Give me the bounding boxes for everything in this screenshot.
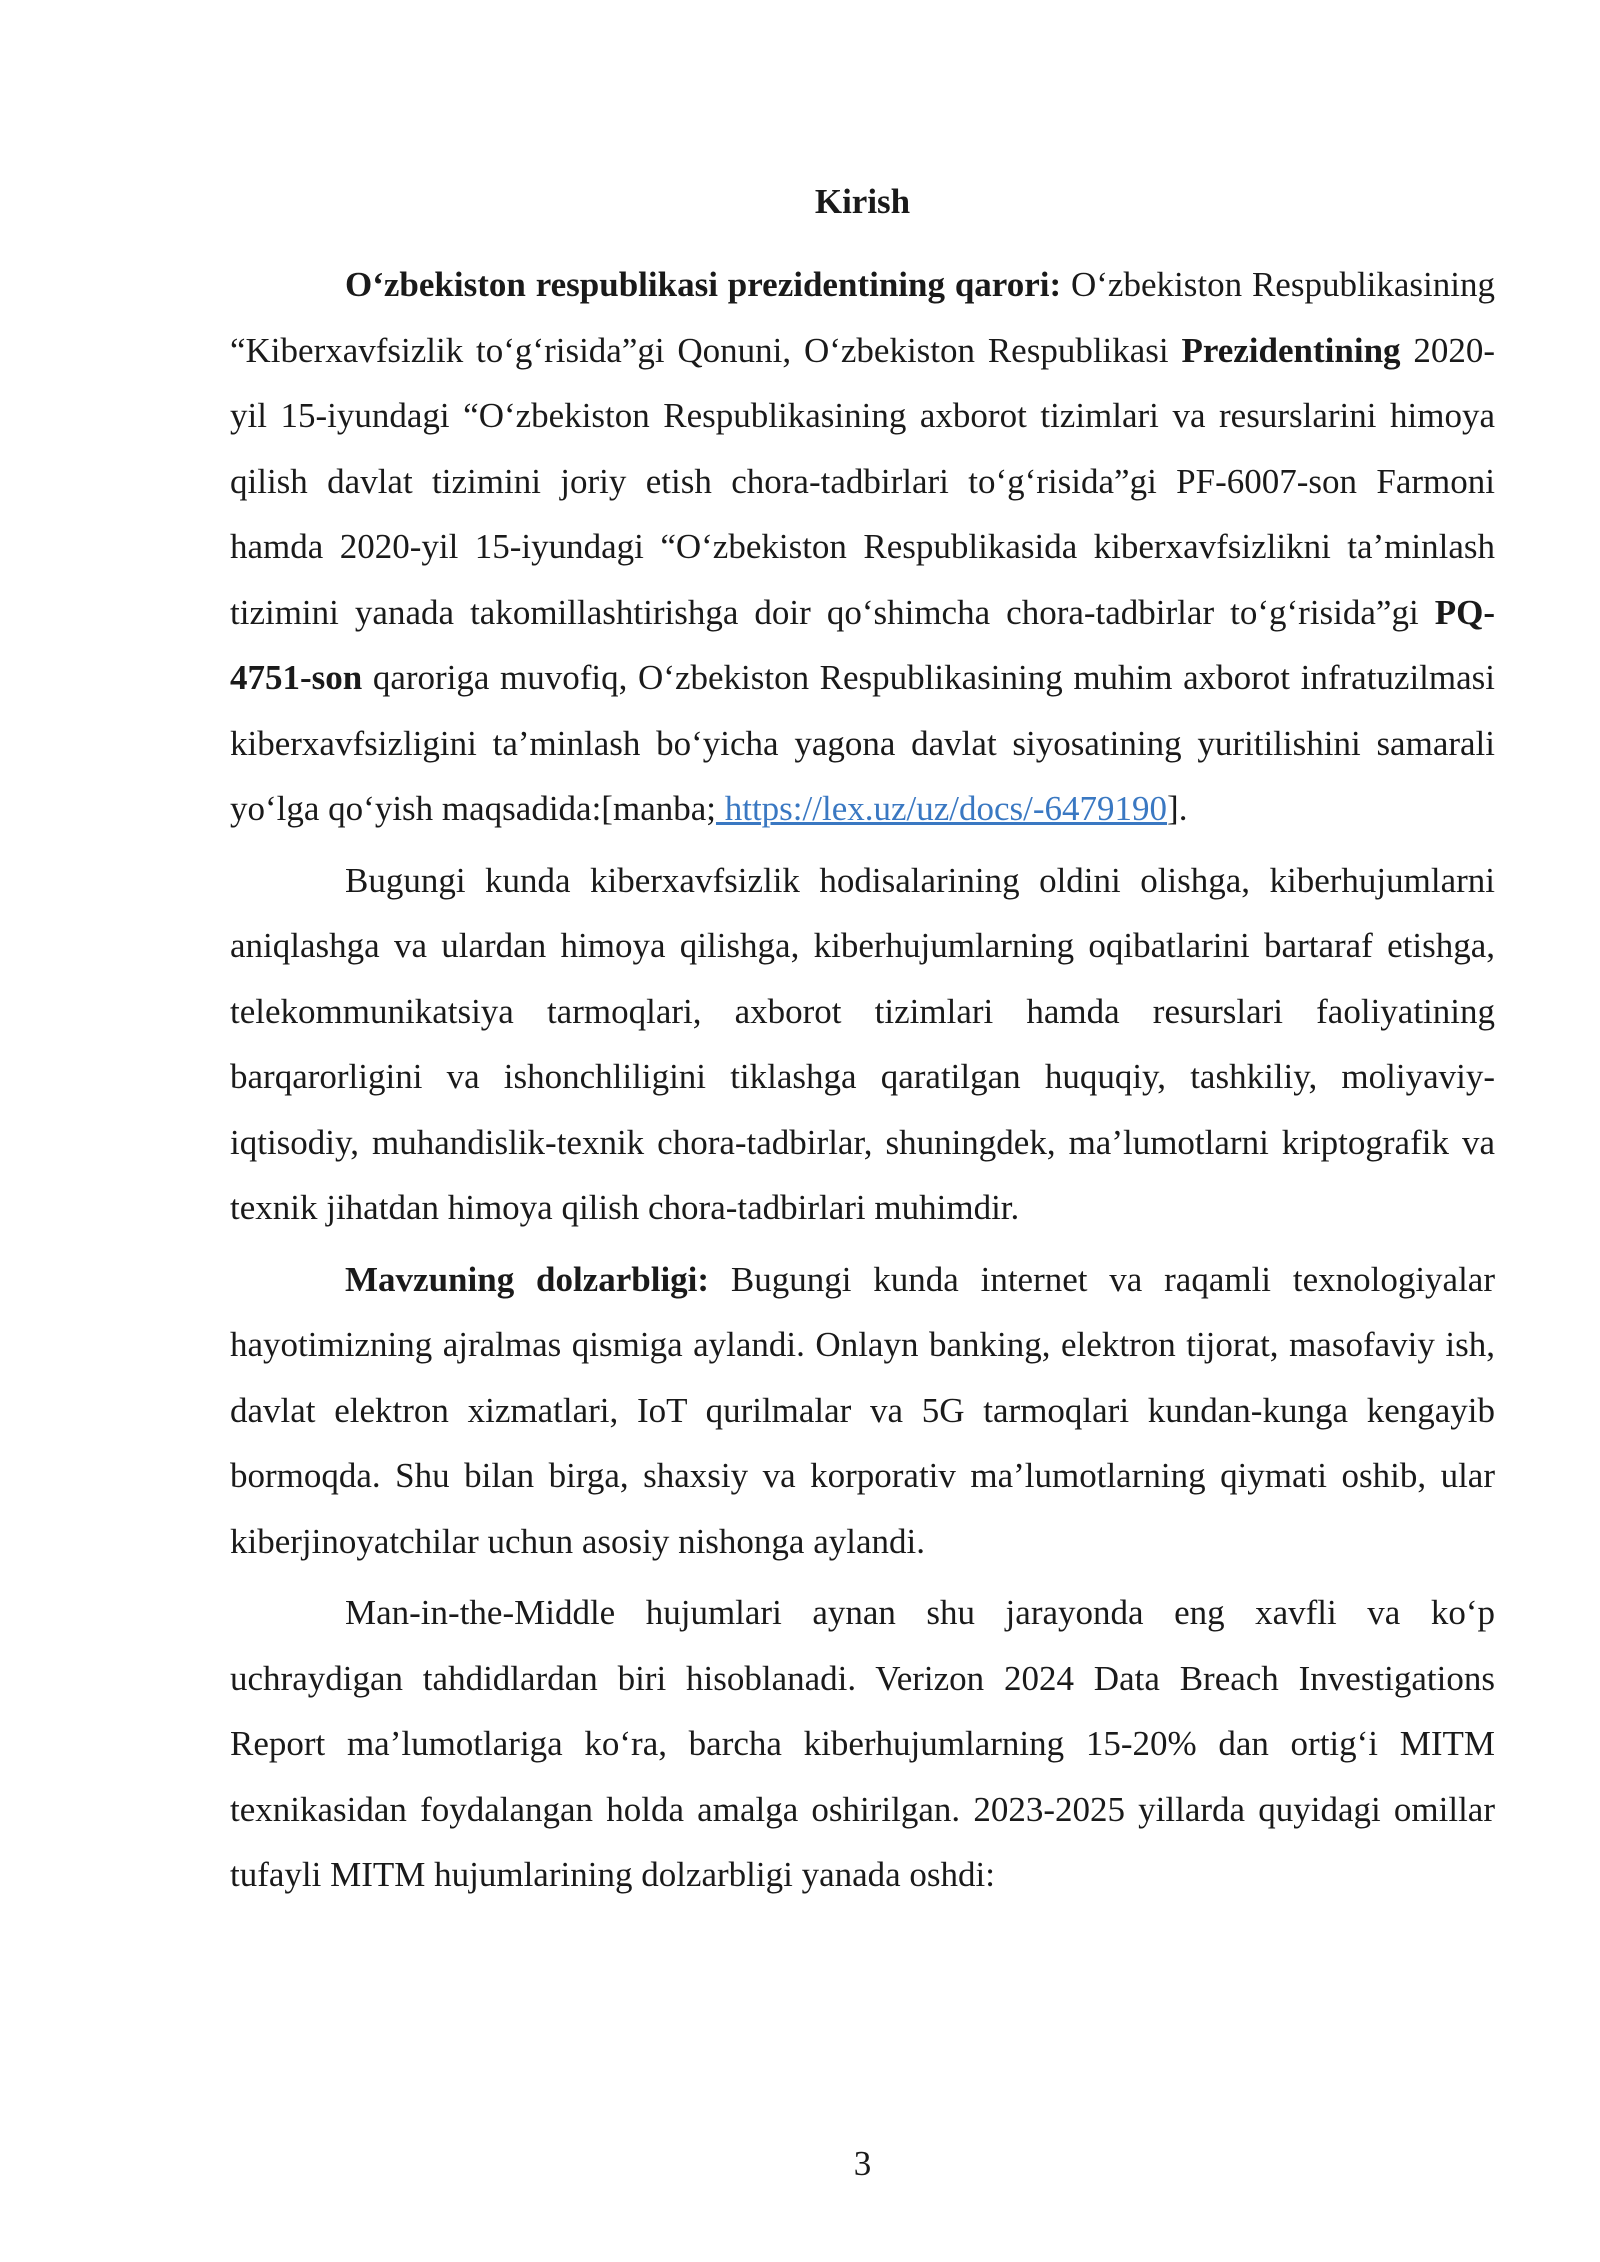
section-heading: Kirish [814,182,911,221]
source-link[interactable]: https://lex.uz/uz/docs/-6479190 [715,789,1168,828]
paragraph-mitm: Man-in-the-Middle hujumlari aynan shu jarayonda eng xavfli va ko‘p uchraydigan tahdidlardan biri hisoblanadi. Verizon 2024 Data Breach Investigations Report ma’lumotlariga ko‘ra, barcha kiberhujumlarning 15-20% dan ortig‘i MITM texnikasidan foydalangan holda amalga oshirilgan. 2023-2025 yillarda quyidagi omillar tufayli MITM hujumlarining dolzarbligi yanada oshdi: [230,1593,1495,1894]
decree-text-a: O‘zbekiston Respublikasining “Kiberxavfsizlik to‘g‘risida”gi Qonuni, O‘zbekiston Respublikasi [230,265,1495,370]
decree-lead: O‘zbekiston respublikasi prezidentining qarori: [345,265,1062,304]
decree-text-f: ]. [1167,789,1188,828]
paragraph-decree [230,252,1495,842]
document-body [230,252,1495,1914]
relevance-text: Bugungi kunda internet va raqamli texnologiyalar hayotimizning ajralmas qismiga aylandi. Onlayn banking, elektron tijorat, masofaviy ish, davlat elektron xizmatlari, IoT qurilmalar va 5G tarmoqlari kundan-kunga kengayib bormoqda. Shu bilan birga, shaxsiy va korporativ ma’lumotlarning qiymati oshib, ular kiberjinoyatchilar uchun asosiy nishonga aylandi. [230,1259,1495,1561]
decree-bold-pq: PQ-4751-son [230,592,1495,697]
paragraph-today: Bugungi kunda kiberxavfsizlik hodisalarining oldini olishga, kiberhujumlarni aniqlashga va ulardan himoya qilishga, kiberhujumlarning oqibatlarini bartaraf etishga, telekommunikatsiya tarmoqlari, axborot tizimlari hamda resurslari faoliyatining barqarorligini va ishonchliligini tiklashga qaratilgan huquqiy, tashkiliy, moliyaviy-iqtisodiy, muhandislik-texnik chora-tadbirlar, shuningdek, ma’lumotlarni kriptografik va texnik jihatdan himoya qilish chora-tadbirlari muhimdir. [230,860,1495,1227]
decree-bold-president: Prezidentining [1181,330,1401,370]
decree-text-c: 2020-yil 15-iyundagi “O‘zbekiston Respublikasining axborot tizimlari va resurslarini himoya qilish davlat tizimini joriy etish chora-tadbirlari to‘g‘risida”gi PF-6007-son Farmoni hamda 2020-yil 15-iyundagi “O‘zbekiston Respublikasida kiberxavfsizlikni ta’minlash tizimini yanada takomillashtirishga doir qo‘shimcha chora-tadbirlar to‘g‘risida”gi [230,330,1495,632]
relevance-lead: Mavzuning dolzarbligi: [345,1259,710,1299]
paragraph-relevance [230,1247,1495,1575]
page-number: 3 [853,2144,872,2183]
decree-text-e: qaroriga muvofiq, O‘zbekiston Respublikasining muhim axborot infratuzilmasi kiberxavfsizligini ta’minlash bo‘yicha yagona davlat siyosatining yuritilishini samarali yo‘lga qo‘yish maqsadida:[manba; [230,658,1495,828]
